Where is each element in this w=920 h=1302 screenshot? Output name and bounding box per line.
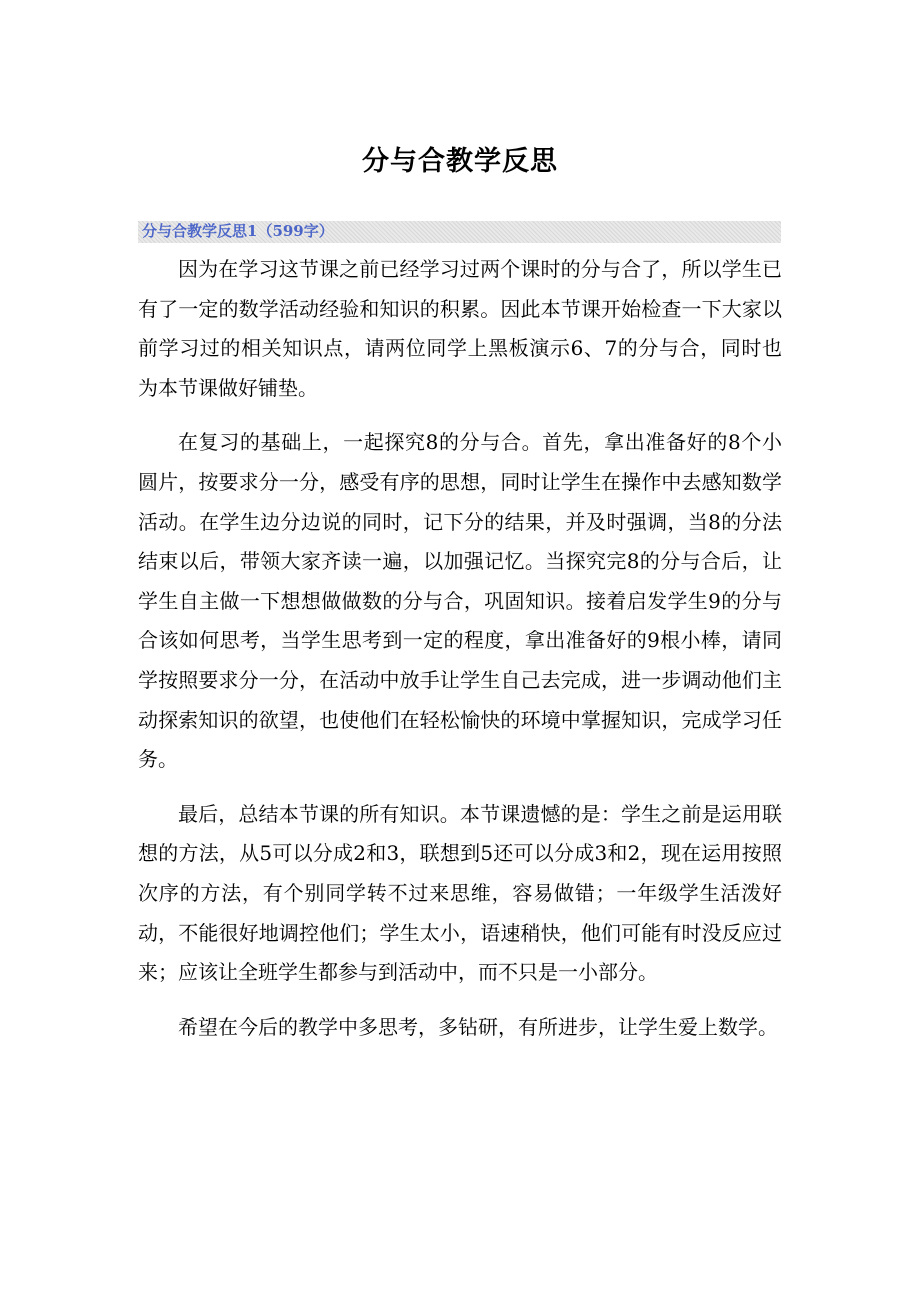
document-title: 分与合教学反思 <box>362 146 558 177</box>
section-heading: 分与合教学反思1（599字） <box>142 222 334 240</box>
paragraph-2: 在复习的基础上，一起探究8的分与合。首先，拿出准备好的8个小圆片，按要求分一分，感受有序的思想，同时让学生在操作中去感知数学活动。在学生边分边说的同时，记下分的结果，并及时强调，当8的分法结束以后，带领大家齐读一遍，以加强记忆。当探究完8的分与合后，让学生自主做一下想想做做数的分与合，巩固知识。接着启发学生9的分与合该如何思考，当学生思考到一定的程度，拿出准备好的9根小棒，请同学按照要求分一分，在活动中放手让学生自己去完成，进一步调动他们主动探索知识的欲望，也使他们在轻松愉快的环境中掌握知识，完成学习任务。 <box>138 430 782 772</box>
document-body <box>138 250 782 1062</box>
paragraph-4: 希望在今后的教学中多思考，多钻研，有所进步，让学生爱上数学。 <box>178 1014 778 1039</box>
paragraph-1: 因为在学习这节课之前已经学习过两个课时的分与合了，所以学生已有了一定的数学活动经验和知识的积累。因此本节课开始检查一下大家以前学习过的相关知识点，请两位同学上黑板演示6、7的分与合，同时也为本节课做好铺垫。 <box>138 257 782 400</box>
paragraph-3: 最后，总结本节课的所有知识。本节课遗憾的是：学生之前是运用联想的方法，从5可以分成2和3，联想到5还可以分成3和2，现在运用按照次序的方法，有个别同学转不过来思维，容易做错；一年级学生活泼好动，不能很好地调控他们；学生太小，语速稍快，他们可能有时没反应过来；应该让全班学生都参与到活动中，而不只是一小部分。 <box>138 801 782 985</box>
